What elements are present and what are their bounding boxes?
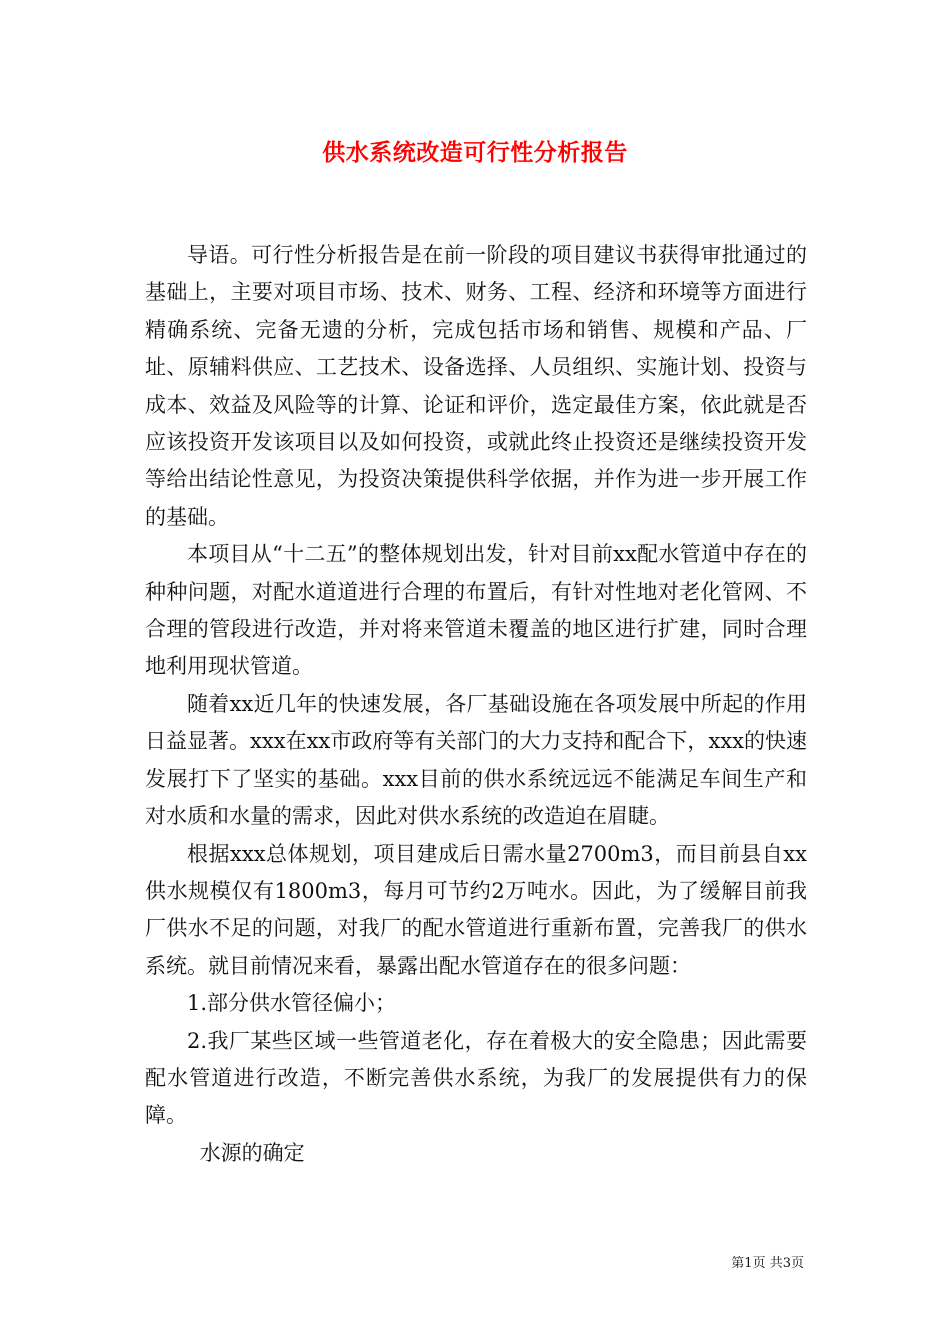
footer-suffix: 页 bbox=[790, 1256, 804, 1271]
paragraph-project-overview: 本项目从“十二五”的整体规划出发，针对目前xx配水管道中存在的种种问题，对配水道道进行合理的布置后，有针对性地对老化管网、不合理的管段进行改造，并对将来管道未覆盖的地区进行扩建，同时合理地利用现状管道。 bbox=[145, 542, 807, 679]
document-body bbox=[145, 237, 807, 1172]
footer-total-pages: 3 bbox=[782, 1256, 791, 1271]
footer-current-page: 1 bbox=[744, 1256, 753, 1271]
paragraph-background: 随着xx近几年的快速发展，各厂基础设施在各项发展中所起的作用日益显著。xxx在xx市政府等有关部门的大力支持和配合下，xxx的快速发展打下了坚实的基础。xxx目前的供水系统远远不能满足车间生产和对水质和水量的需求，因此对供水系统的改造迫在眉睫。 bbox=[145, 691, 807, 829]
footer-prefix: 第 bbox=[731, 1256, 745, 1271]
footer-middle: 页 共 bbox=[752, 1256, 783, 1271]
page-number-footer bbox=[731, 1252, 804, 1271]
list-item-problem-1: 1.部分供水管径偏小； bbox=[187, 991, 397, 1016]
page-title: 供水系统改造可行性分析报告 bbox=[322, 139, 628, 166]
paragraph-planning: 根据xxx总体规划，项目建成后日需水量2700m3，而目前县自xx供水规模仅有1800m3，每月可节约2万吨水。因此，为了缓解目前我厂供水不足的问题，对我厂的配水管道进行重新布置，完善我厂的供水系统。就目前情况来看，暴露出配水管道存在的很多问题： bbox=[145, 841, 807, 978]
paragraph-intro: 导语。可行性分析报告是在前一阶段的项目建议书获得审批通过的基础上，主要对项目市场、技术、财务、工程、经济和环境等方面进行精确系统、完备无遗的分析，完成包括市场和销售、规模和产品、厂址、原辅料供应、工艺技术、设备选择、人员组织、实施计划、投资与成本、效益及风险等的计算、论证和评价，选定最佳方案，依此就是否应该投资开发该项目以及如何投资，或就此终止投资还是继续投资开发等给出结论性意见，为投资决策提供科学依据，并作为进一步开展工作的基础。 bbox=[145, 243, 807, 529]
list-item-problem-2: 2.我厂某些区域一些管道老化，存在着极大的安全隐患；因此需要配水管道进行改造，不断完善供水系统，为我厂的发展提供有力的保障。 bbox=[145, 1028, 807, 1128]
section-heading-water-source: 水源的确定 bbox=[199, 1140, 305, 1165]
